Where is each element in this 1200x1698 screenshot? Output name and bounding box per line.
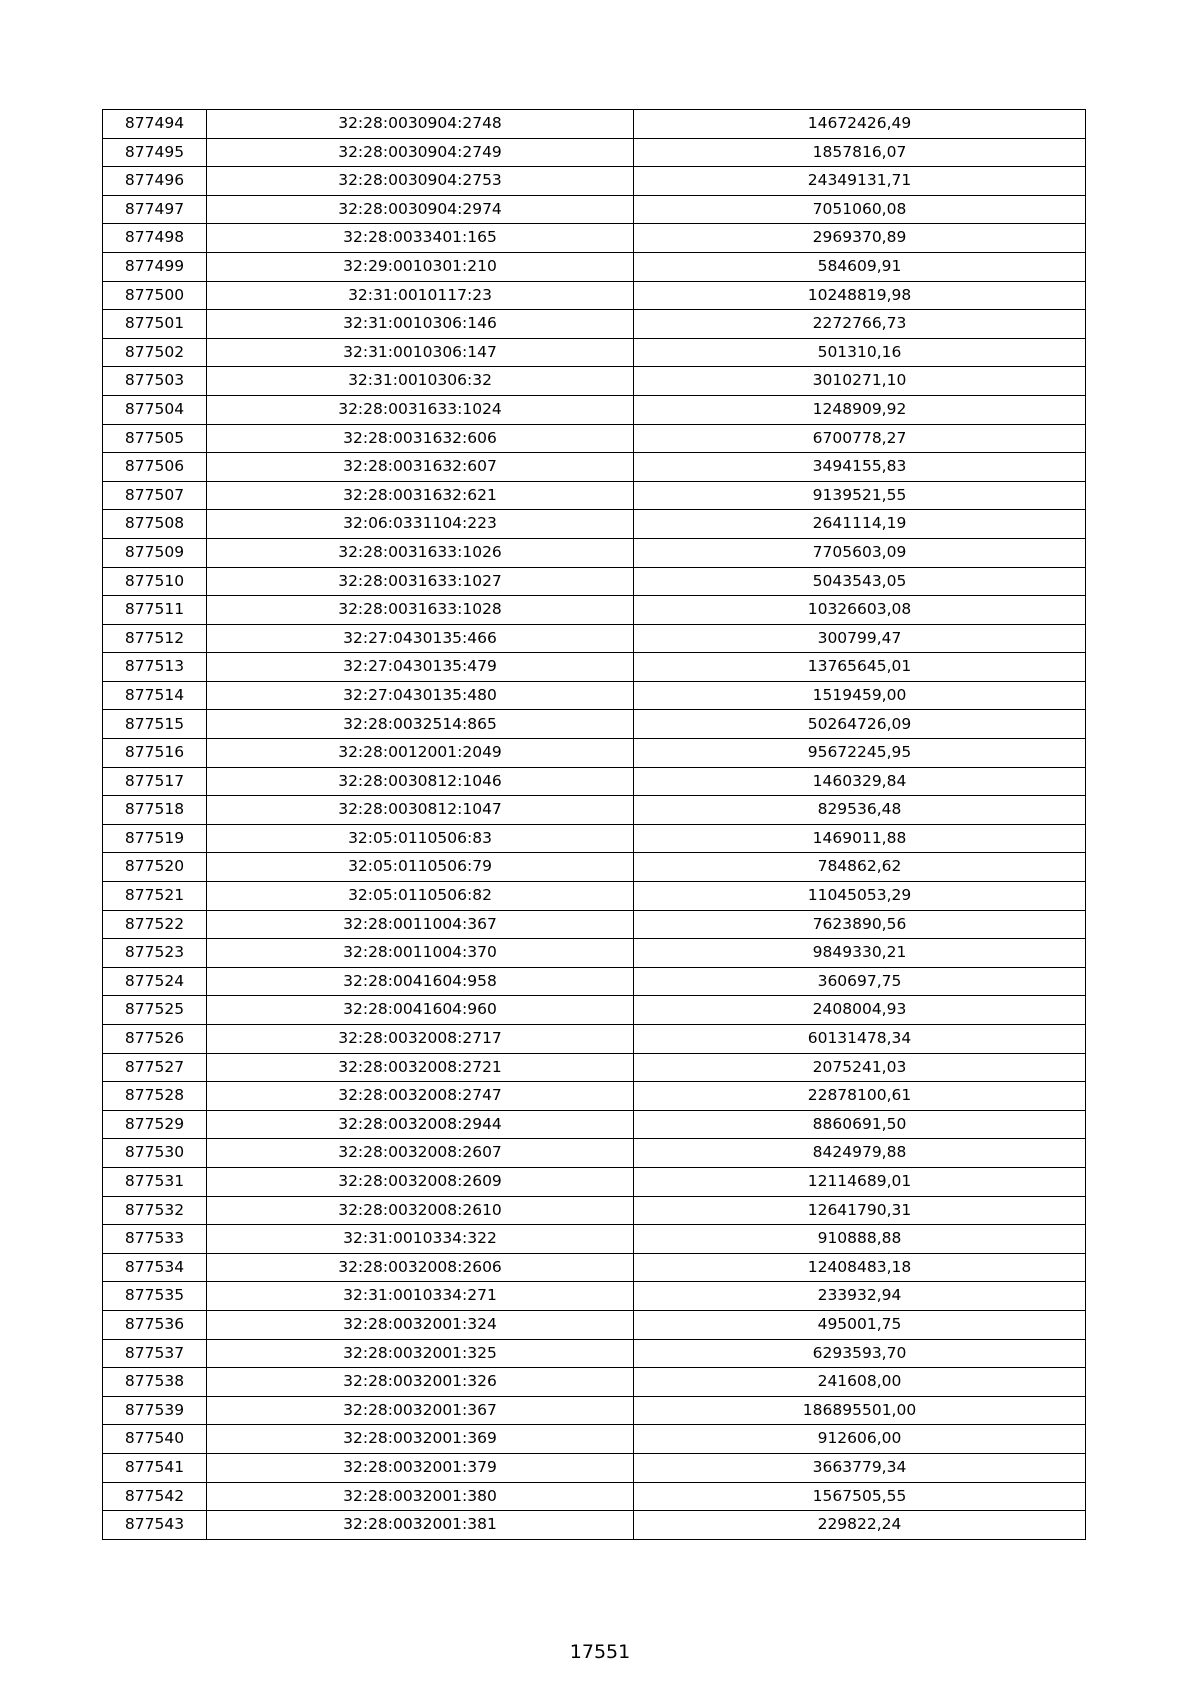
row-number-cell: 877524 — [103, 967, 207, 996]
cadastral-number-cell: 32:28:0032008:2609 — [207, 1167, 634, 1196]
value-cell: 7623890,56 — [634, 910, 1086, 939]
cadastral-number-cell: 32:28:0031632:606 — [207, 424, 634, 453]
cadastral-number-cell: 32:28:0031633:1027 — [207, 567, 634, 596]
cadastral-number-cell: 32:28:0032008:2944 — [207, 1110, 634, 1139]
value-cell: 2969370,89 — [634, 224, 1086, 253]
row-number-cell: 877529 — [103, 1110, 207, 1139]
row-number-cell: 877497 — [103, 195, 207, 224]
row-number-cell: 877531 — [103, 1167, 207, 1196]
table-row — [103, 481, 1086, 510]
value-cell: 229822,24 — [634, 1511, 1086, 1540]
cadastral-number-cell: 32:27:0430135:479 — [207, 653, 634, 682]
cadastral-number-cell: 32:31:0010334:322 — [207, 1225, 634, 1254]
row-number-cell: 877503 — [103, 367, 207, 396]
table-row — [103, 1196, 1086, 1225]
cadastral-number-cell: 32:05:0110506:83 — [207, 824, 634, 853]
value-cell: 300799,47 — [634, 624, 1086, 653]
cadastral-number-cell: 32:28:0032001:381 — [207, 1511, 634, 1540]
row-number-cell: 877501 — [103, 310, 207, 339]
row-number-cell: 877504 — [103, 395, 207, 424]
table-row — [103, 1253, 1086, 1282]
value-cell: 9849330,21 — [634, 939, 1086, 968]
value-cell: 1248909,92 — [634, 395, 1086, 424]
cadastral-number-cell: 32:28:0032514:865 — [207, 710, 634, 739]
cadastral-number-cell: 32:28:0011004:370 — [207, 939, 634, 968]
value-cell: 1460329,84 — [634, 767, 1086, 796]
value-cell: 2272766,73 — [634, 310, 1086, 339]
row-number-cell: 877542 — [103, 1482, 207, 1511]
value-cell: 6700778,27 — [634, 424, 1086, 453]
value-cell: 495001,75 — [634, 1310, 1086, 1339]
cadastral-number-cell: 32:05:0110506:79 — [207, 853, 634, 882]
cadastral-number-cell: 32:28:0011004:367 — [207, 910, 634, 939]
row-number-cell: 877517 — [103, 767, 207, 796]
cadastral-number-cell: 32:28:0012001:2049 — [207, 739, 634, 768]
cadastral-number-cell: 32:28:0032001:326 — [207, 1368, 634, 1397]
cadastral-number-cell: 32:28:0032001:380 — [207, 1482, 634, 1511]
table-row — [103, 110, 1086, 139]
data-table — [102, 109, 1086, 1540]
row-number-cell: 877508 — [103, 510, 207, 539]
row-number-cell: 877522 — [103, 910, 207, 939]
cadastral-number-cell: 32:28:0032001:325 — [207, 1339, 634, 1368]
row-number-cell: 877510 — [103, 567, 207, 596]
table-row — [103, 338, 1086, 367]
value-cell: 3494155,83 — [634, 453, 1086, 482]
table-body — [103, 110, 1086, 1540]
value-cell: 12114689,01 — [634, 1167, 1086, 1196]
value-cell: 233932,94 — [634, 1282, 1086, 1311]
value-cell: 2641114,19 — [634, 510, 1086, 539]
value-cell: 8860691,50 — [634, 1110, 1086, 1139]
cadastral-number-cell: 32:27:0430135:466 — [207, 624, 634, 653]
cadastral-number-cell: 32:28:0031633:1028 — [207, 596, 634, 625]
value-cell: 1519459,00 — [634, 681, 1086, 710]
cadastral-number-cell: 32:27:0430135:480 — [207, 681, 634, 710]
value-cell: 60131478,34 — [634, 1025, 1086, 1054]
value-cell: 2408004,93 — [634, 996, 1086, 1025]
table-row — [103, 824, 1086, 853]
table-row — [103, 1225, 1086, 1254]
row-number-cell: 877511 — [103, 596, 207, 625]
table-row — [103, 910, 1086, 939]
cadastral-number-cell: 32:28:0030904:2748 — [207, 110, 634, 139]
row-number-cell: 877521 — [103, 882, 207, 911]
table-row — [103, 224, 1086, 253]
table-row — [103, 195, 1086, 224]
cadastral-number-cell: 32:28:0030812:1046 — [207, 767, 634, 796]
value-cell: 14672426,49 — [634, 110, 1086, 139]
row-number-cell: 877532 — [103, 1196, 207, 1225]
row-number-cell: 877519 — [103, 824, 207, 853]
cadastral-number-cell: 32:28:0033401:165 — [207, 224, 634, 253]
cadastral-number-cell: 32:28:0032008:2747 — [207, 1082, 634, 1111]
cadastral-number-cell: 32:31:0010306:32 — [207, 367, 634, 396]
value-cell: 3663779,34 — [634, 1453, 1086, 1482]
table-row — [103, 252, 1086, 281]
table-row — [103, 538, 1086, 567]
row-number-cell: 877495 — [103, 138, 207, 167]
table-row — [103, 653, 1086, 682]
value-cell: 6293593,70 — [634, 1339, 1086, 1368]
value-cell: 360697,75 — [634, 967, 1086, 996]
cadastral-number-cell: 32:28:0032001:379 — [207, 1453, 634, 1482]
table-row — [103, 996, 1086, 1025]
row-number-cell: 877512 — [103, 624, 207, 653]
value-cell: 7051060,08 — [634, 195, 1086, 224]
row-number-cell: 877515 — [103, 710, 207, 739]
row-number-cell: 877530 — [103, 1139, 207, 1168]
row-number-cell: 877533 — [103, 1225, 207, 1254]
value-cell: 12408483,18 — [634, 1253, 1086, 1282]
cadastral-number-cell: 32:28:0032001:369 — [207, 1425, 634, 1454]
table-row — [103, 739, 1086, 768]
value-cell: 186895501,00 — [634, 1396, 1086, 1425]
table-row — [103, 1053, 1086, 1082]
cadastral-number-cell: 32:31:0010306:146 — [207, 310, 634, 339]
cadastral-number-cell: 32:28:0031632:607 — [207, 453, 634, 482]
table-row — [103, 424, 1086, 453]
value-cell: 829536,48 — [634, 796, 1086, 825]
value-cell: 12641790,31 — [634, 1196, 1086, 1225]
row-number-cell: 877502 — [103, 338, 207, 367]
page-number: 17551 — [569, 1641, 631, 1663]
table-row — [103, 767, 1086, 796]
cadastral-number-cell: 32:28:0041604:960 — [207, 996, 634, 1025]
cadastral-number-cell: 32:06:0331104:223 — [207, 510, 634, 539]
cadastral-number-cell: 32:28:0030904:2749 — [207, 138, 634, 167]
value-cell: 9139521,55 — [634, 481, 1086, 510]
value-cell: 10248819,98 — [634, 281, 1086, 310]
row-number-cell: 877523 — [103, 939, 207, 968]
table-row — [103, 939, 1086, 968]
value-cell: 1469011,88 — [634, 824, 1086, 853]
value-cell: 584609,91 — [634, 252, 1086, 281]
cadastral-number-cell: 32:31:0010306:147 — [207, 338, 634, 367]
value-cell: 8424979,88 — [634, 1139, 1086, 1168]
table-row — [103, 281, 1086, 310]
row-number-cell: 877539 — [103, 1396, 207, 1425]
row-number-cell: 877535 — [103, 1282, 207, 1311]
row-number-cell: 877500 — [103, 281, 207, 310]
value-cell: 1567505,55 — [634, 1482, 1086, 1511]
value-cell: 22878100,61 — [634, 1082, 1086, 1111]
table-row — [103, 567, 1086, 596]
value-cell: 13765645,01 — [634, 653, 1086, 682]
table-row — [103, 710, 1086, 739]
table-row — [103, 1167, 1086, 1196]
value-cell: 910888,88 — [634, 1225, 1086, 1254]
cadastral-number-cell: 32:28:0031633:1026 — [207, 538, 634, 567]
row-number-cell: 877516 — [103, 739, 207, 768]
cadastral-number-cell: 32:28:0031633:1024 — [207, 395, 634, 424]
row-number-cell: 877513 — [103, 653, 207, 682]
table-row — [103, 596, 1086, 625]
row-number-cell: 877514 — [103, 681, 207, 710]
value-cell: 1857816,07 — [634, 138, 1086, 167]
cadastral-number-cell: 32:28:0032001:367 — [207, 1396, 634, 1425]
row-number-cell: 877540 — [103, 1425, 207, 1454]
row-number-cell: 877518 — [103, 796, 207, 825]
table-row — [103, 167, 1086, 196]
row-number-cell: 877505 — [103, 424, 207, 453]
cadastral-number-cell: 32:05:0110506:82 — [207, 882, 634, 911]
table-row — [103, 367, 1086, 396]
table-row — [103, 1453, 1086, 1482]
table-row — [103, 853, 1086, 882]
row-number-cell: 877507 — [103, 481, 207, 510]
row-number-cell: 877528 — [103, 1082, 207, 1111]
cadastral-number-cell: 32:31:0010334:271 — [207, 1282, 634, 1311]
table-row — [103, 1425, 1086, 1454]
cadastral-number-cell: 32:28:0041604:958 — [207, 967, 634, 996]
table-row — [103, 453, 1086, 482]
row-number-cell: 877498 — [103, 224, 207, 253]
table-row — [103, 1310, 1086, 1339]
row-number-cell: 877538 — [103, 1368, 207, 1397]
table-row — [103, 1511, 1086, 1540]
value-cell: 3010271,10 — [634, 367, 1086, 396]
value-cell: 784862,62 — [634, 853, 1086, 882]
cadastral-number-cell: 32:28:0030904:2974 — [207, 195, 634, 224]
cadastral-number-cell: 32:28:0032008:2721 — [207, 1053, 634, 1082]
cadastral-number-cell: 32:28:0030812:1047 — [207, 796, 634, 825]
row-number-cell: 877536 — [103, 1310, 207, 1339]
row-number-cell: 877496 — [103, 167, 207, 196]
value-cell: 912606,00 — [634, 1425, 1086, 1454]
table-row — [103, 681, 1086, 710]
table-row — [103, 395, 1086, 424]
table-row — [103, 310, 1086, 339]
table-row — [103, 1368, 1086, 1397]
cadastral-number-cell: 32:28:0032008:2717 — [207, 1025, 634, 1054]
value-cell: 50264726,09 — [634, 710, 1086, 739]
value-cell: 241608,00 — [634, 1368, 1086, 1397]
table-row — [103, 796, 1086, 825]
row-number-cell: 877527 — [103, 1053, 207, 1082]
table-row — [103, 1025, 1086, 1054]
table-row — [103, 1339, 1086, 1368]
table-row — [103, 1282, 1086, 1311]
cadastral-number-cell: 32:28:0032001:324 — [207, 1310, 634, 1339]
table-row — [103, 882, 1086, 911]
value-cell: 501310,16 — [634, 338, 1086, 367]
row-number-cell: 877494 — [103, 110, 207, 139]
value-cell: 2075241,03 — [634, 1053, 1086, 1082]
row-number-cell: 877520 — [103, 853, 207, 882]
value-cell: 11045053,29 — [634, 882, 1086, 911]
cadastral-number-cell: 32:31:0010117:23 — [207, 281, 634, 310]
row-number-cell: 877525 — [103, 996, 207, 1025]
row-number-cell: 877543 — [103, 1511, 207, 1540]
row-number-cell: 877541 — [103, 1453, 207, 1482]
row-number-cell: 877537 — [103, 1339, 207, 1368]
table-row — [103, 1082, 1086, 1111]
table-row — [103, 967, 1086, 996]
value-cell: 7705603,09 — [634, 538, 1086, 567]
row-number-cell: 877534 — [103, 1253, 207, 1282]
table-row — [103, 624, 1086, 653]
cadastral-number-cell: 32:28:0030904:2753 — [207, 167, 634, 196]
cadastral-number-cell: 32:28:0031632:621 — [207, 481, 634, 510]
row-number-cell: 877499 — [103, 252, 207, 281]
table-row — [103, 1110, 1086, 1139]
cadastral-number-cell: 32:28:0032008:2610 — [207, 1196, 634, 1225]
row-number-cell: 877506 — [103, 453, 207, 482]
value-cell: 5043543,05 — [634, 567, 1086, 596]
table-row — [103, 138, 1086, 167]
value-cell: 10326603,08 — [634, 596, 1086, 625]
cadastral-number-cell: 32:28:0032008:2607 — [207, 1139, 634, 1168]
row-number-cell: 877526 — [103, 1025, 207, 1054]
cadastral-number-cell: 32:28:0032008:2606 — [207, 1253, 634, 1282]
cadastral-number-cell: 32:29:0010301:210 — [207, 252, 634, 281]
table-row — [103, 510, 1086, 539]
table-row — [103, 1139, 1086, 1168]
value-cell: 24349131,71 — [634, 167, 1086, 196]
row-number-cell: 877509 — [103, 538, 207, 567]
table-row — [103, 1396, 1086, 1425]
value-cell: 95672245,95 — [634, 739, 1086, 768]
table-row — [103, 1482, 1086, 1511]
